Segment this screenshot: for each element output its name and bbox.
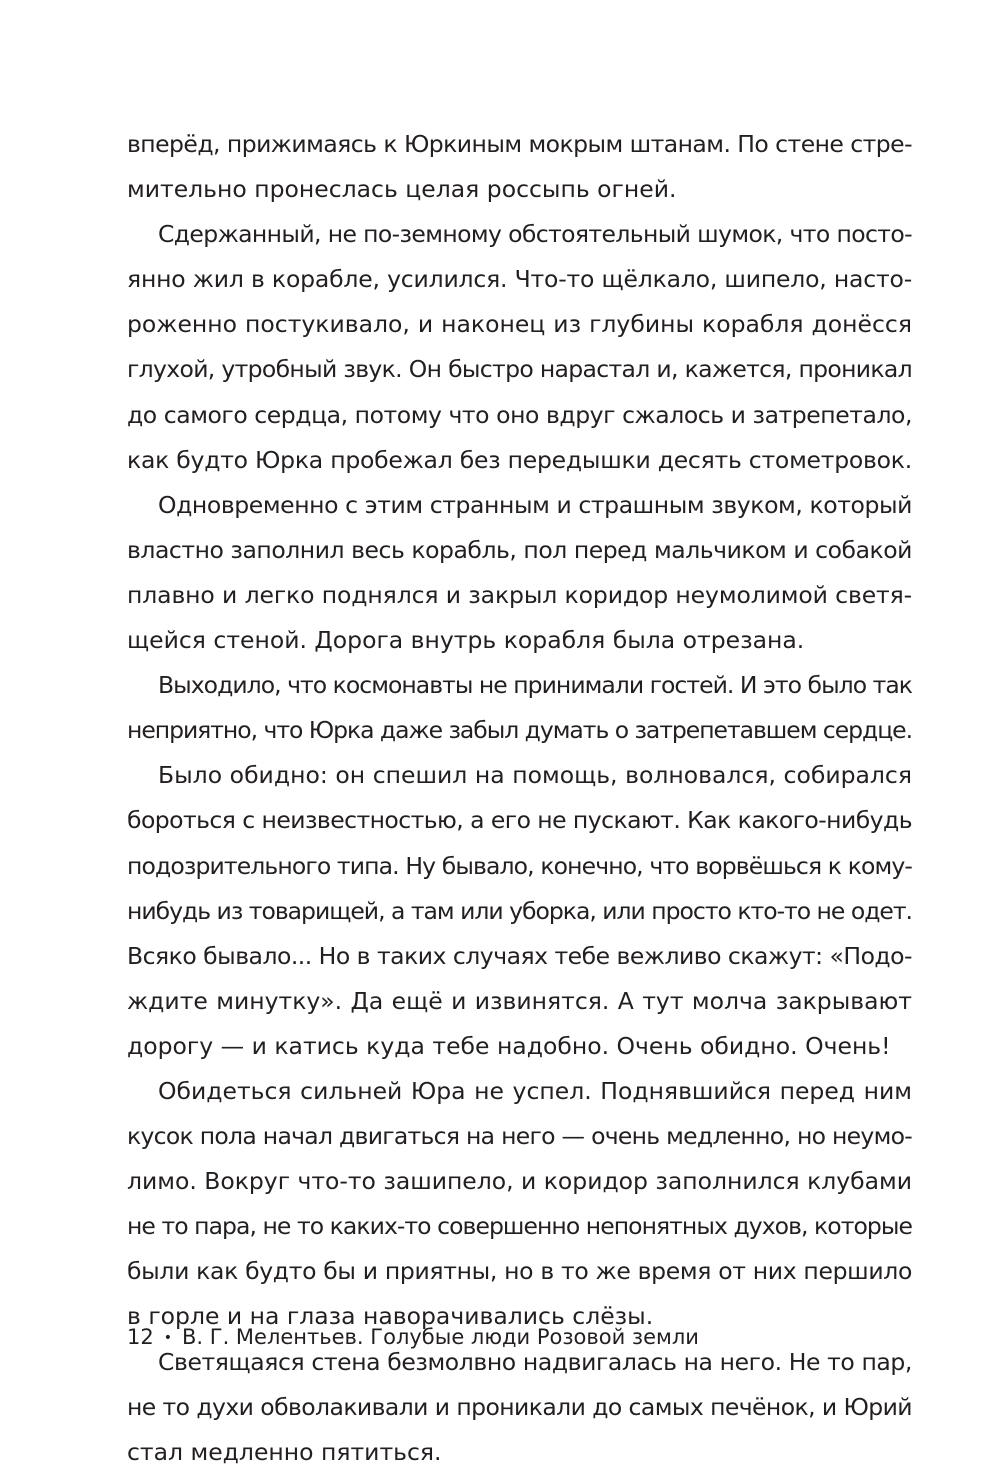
paragraph — [127, 663, 912, 753]
text-line: Сдержанный, не по-земному обстоятельный шумок, что посто- — [158, 220, 912, 249]
paragraph — [127, 212, 912, 483]
paragraph — [127, 483, 912, 663]
text-line: нибудь из товарищей, а там или уборка, или просто кто-то не одет. — [127, 896, 913, 925]
text-line: Всяко бывало... Но в таких случаях тебе вежливо скажут: «Подо- — [127, 941, 913, 970]
text-line: были как будто бы и приятны, но в то же время от них першило — [127, 1257, 912, 1286]
text-line: роженно постукивало, и наконец из глубины корабля донёсся — [127, 310, 912, 339]
text-line: в горле и на глаза наворачивались слёзы. — [127, 1302, 654, 1331]
text-line: дорогу — и катись куда тебе надобно. Очень обидно. Очень! — [127, 1031, 891, 1060]
running-title: В. Г. Мелентьев. Голубые люди Розовой земли — [182, 1325, 699, 1349]
paragraph — [127, 753, 912, 1069]
text-line: плавно и легко поднялся и закрыл коридор неумолимой светя- — [127, 580, 913, 609]
text-line: мительно пронеслась целая россыпь огней. — [127, 175, 677, 204]
text-line: до самого сердца, потому что оно вдруг сжалось и затрепетало, — [127, 400, 912, 429]
text-line: неприятно, что Юрка даже забыл думать о затрепетавшем сердце. — [127, 716, 913, 745]
text-line: не то пара, не то каких-то совершенно непонятных духов, которые — [127, 1212, 912, 1241]
text-line: кусок пола начал двигаться на него — очень медленно, но неумо- — [127, 1122, 913, 1151]
text-line: Одновременно с этим странным и страшным звуком, который — [158, 490, 913, 519]
text-line: как будто Юрка пробежал без передышки десять стометровок. — [127, 445, 912, 474]
page-footer — [127, 1322, 699, 1353]
text-line: бороться с неизвестностью, а его не пускают. Как какого-нибудь — [127, 806, 912, 835]
text-line: ждите минутку». Да ещё и извинятся. А тут молча закрывают — [127, 986, 912, 1015]
text-line: Выходило, что космонавты не принимали гостей. И это было так — [158, 671, 912, 700]
text-line: Обидеться сильней Юра не успел. Поднявшийся перед ним — [158, 1076, 912, 1105]
text-line: лимо. Вокруг что-то зашипело, и коридор заполнился клубами — [127, 1167, 912, 1196]
body-text — [127, 122, 912, 1475]
paragraph — [127, 1340, 912, 1475]
page-number: 12 — [127, 1325, 154, 1349]
text-line: глухой, утробный звук. Он быстро нарастал и, кажется, проникал — [127, 355, 912, 384]
text-line: не то духи обволакивали и проникали до самых печёнок, и Юрий — [127, 1392, 912, 1421]
text-line: подозрительного типа. Ну бывало, конечно, что ворвёшься к кому- — [127, 851, 912, 880]
paragraph — [127, 122, 912, 212]
text-line: вперёд, прижимаясь к Юркиным мокрым штанам. По стене стре- — [127, 130, 913, 158]
text-line: Было обидно: он спешил на помощь, волновался, собирался — [158, 761, 912, 790]
text-line: щейся стеной. Дорога внутрь корабля была отрезана. — [127, 626, 805, 655]
footer-separator: • — [163, 1330, 172, 1346]
paragraph — [127, 1069, 912, 1340]
text-line: Светящаяся стена безмолвно надвигалась на него. Не то пар, — [158, 1347, 912, 1376]
text-line: янно жил в корабле, усилился. Что-то щёлкало, шипело, насто- — [127, 265, 912, 294]
text-line: властно заполнил весь корабль, пол перед мальчиком и собакой — [127, 535, 912, 564]
text-line: стал медленно пятиться. — [127, 1437, 442, 1466]
